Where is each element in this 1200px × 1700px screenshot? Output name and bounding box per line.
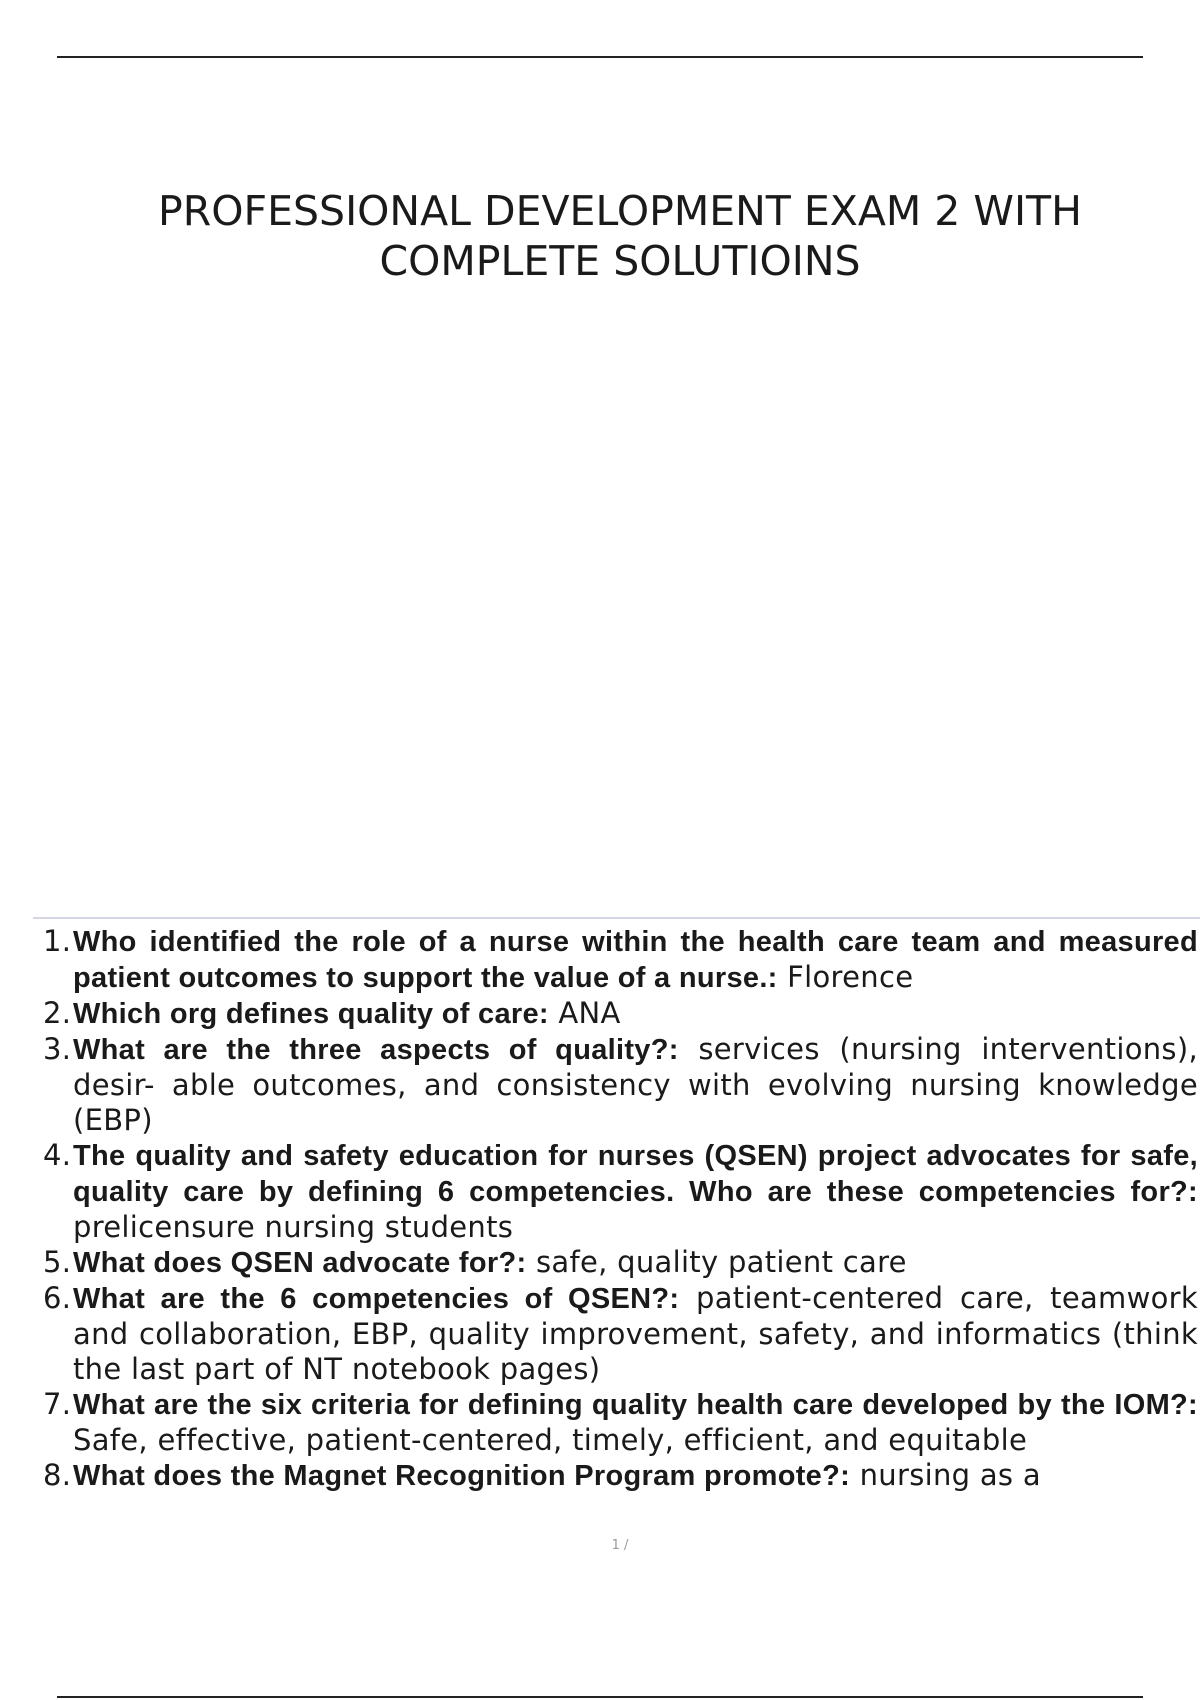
document-title: PROFESSIONAL DEVELOPMENT EXAM 2 WITH COMPLETE SOLUTIOINS bbox=[158, 187, 1082, 285]
answer-text: nursing as a bbox=[859, 1458, 1041, 1492]
question-text: The quality and safety education for nurses (QSEN) project advocates for safe, quality care by defining 6 competencies. Who are these competencies for?: bbox=[73, 1140, 1198, 1208]
item-number: 6. bbox=[43, 1281, 72, 1315]
answer-text: services (nursing interventions), desir- able outcomes, and consistency with evolving nursing knowledge (EBP) bbox=[73, 1032, 1198, 1137]
list-item bbox=[30, 1245, 1198, 1281]
answer-text: Safe, effective, patient-centered, timely, efficient, and equitable bbox=[73, 1423, 1028, 1457]
question-text: What does QSEN advocate for?: bbox=[73, 1247, 527, 1279]
answer-text: patient-centered care, teamwork and collaboration, EBP, quality improvement, safety, and informatics (think the last part of NT notebook pages) bbox=[73, 1281, 1198, 1386]
item-number: 8. bbox=[43, 1458, 72, 1492]
list-item bbox=[30, 924, 1198, 996]
footer-rule bbox=[57, 1696, 1143, 1698]
answer-text: prelicensure nursing students bbox=[73, 1210, 514, 1244]
question-text: What does the Magnet Recognition Program promote?: bbox=[73, 1460, 851, 1492]
header-rule bbox=[57, 56, 1143, 58]
page-number: 1 / bbox=[611, 1538, 629, 1553]
section-divider bbox=[33, 917, 1200, 919]
list-item bbox=[30, 1138, 1198, 1245]
list-item bbox=[30, 996, 1198, 1032]
item-number: 3. bbox=[43, 1032, 72, 1066]
item-number: 1. bbox=[43, 924, 72, 958]
list-item bbox=[30, 1458, 1198, 1494]
item-number: 2. bbox=[43, 996, 72, 1030]
list-item bbox=[30, 1032, 1198, 1138]
answer-text: safe, quality patient care bbox=[535, 1245, 907, 1279]
answer-text: ANA bbox=[558, 996, 621, 1030]
question-text: What are the three aspects of quality?: bbox=[73, 1034, 679, 1066]
item-number: 4. bbox=[43, 1138, 72, 1172]
question-list bbox=[30, 924, 1198, 1494]
question-text: What are the six criteria for defining quality health care developed by the IOM?: bbox=[73, 1389, 1198, 1421]
answer-text: Florence bbox=[787, 960, 914, 994]
item-number: 5. bbox=[43, 1245, 72, 1279]
question-text: Which org defines quality of care: bbox=[73, 998, 549, 1030]
question-text: What are the 6 competencies of QSEN?: bbox=[73, 1283, 680, 1315]
question-text: Who identified the role of a nurse within the health care team and measured patient outcomes to support the value of a nurse.: bbox=[73, 926, 1198, 994]
list-item bbox=[30, 1281, 1198, 1387]
list-item bbox=[30, 1387, 1198, 1458]
item-number: 7. bbox=[43, 1387, 72, 1421]
